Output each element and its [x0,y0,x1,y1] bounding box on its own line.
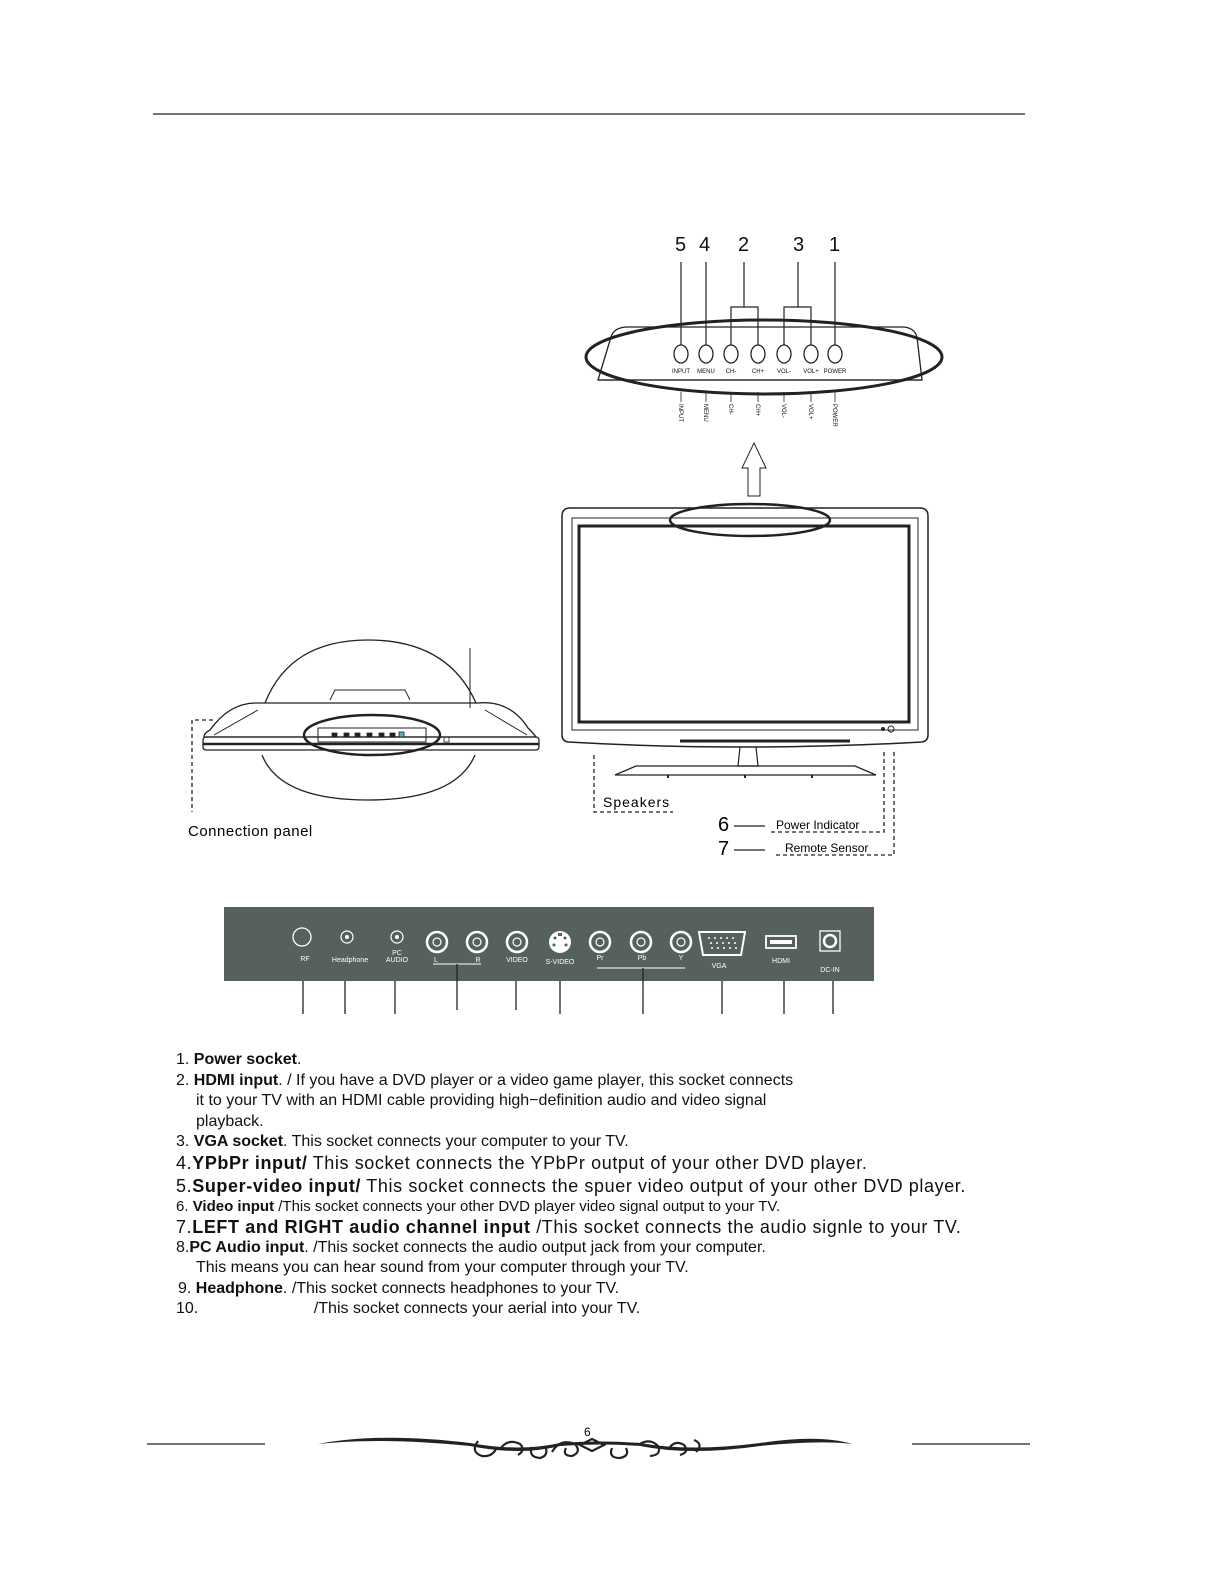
port-label-l: L [434,957,438,964]
desc-item-9: 9. Headphone. /This socket connects headphones to your TV. [178,1279,620,1297]
desc-item-8: 8.PC Audio input. /This socket connects the audio output jack from your computer. [176,1238,766,1256]
speakers-label: Speakers [603,794,671,810]
tv-side-view [192,640,539,812]
remote-sensor-label: Remote Sensor [785,841,869,855]
rotated-label-input: INPUT [677,404,683,422]
connector-panel [224,907,874,1014]
port-label-pc: PC [392,950,402,957]
port-label-s-video: S-VIDEO [545,959,575,966]
port-label-pb: Pb [637,955,647,962]
button-panel [586,234,942,427]
button-label-input: INPUT [672,369,690,375]
up-arrow-icon [742,443,766,496]
desc-item-2: 2. HDMI input. / If you have a DVD player or a video game player, this socket connects [176,1071,794,1089]
port-label-video: VIDEO [506,957,528,964]
port-label-rf: RF [300,956,310,963]
desc-item-7: 7.LEFT and RIGHT audio channel input /This socket connects the audio signle to your TV. [176,1217,962,1237]
callout-1: 1 [829,234,841,256]
rotated-label-ch-plus: CH+ [754,404,760,417]
tv-front-button-ellipse [670,504,830,536]
button-label-vol-plus: VOL+ [803,369,819,375]
port-label-y: Y [678,955,684,962]
ch-minus-button[interactable] [724,345,738,363]
power-button[interactable] [828,345,842,363]
page-number: 6 [584,1425,591,1439]
connector-descriptions [176,1050,1186,1320]
desc-item-5: 5.Super-video input/ This socket connects the spuer video output of your other DVD player. [176,1176,967,1196]
button-label-ch-plus: CH+ [751,369,765,375]
rotated-label-vol-plus: VOL+ [807,404,813,420]
desc-item-2-cont-a: it to your TV with an HDMI cable providing high−definition audio and video signal [196,1092,767,1109]
button-label-power: POWER [823,369,847,375]
callout-5: 5 [675,234,687,256]
desc-item-3: 3. VGA socket. This socket connects your computer to your TV. [176,1133,629,1150]
desc-item-2-cont-b: playback. [196,1112,264,1130]
power-indicator-number: 6 [718,814,730,836]
rotated-label-power: POWER [831,404,837,427]
button-label-ch-minus: CH- [725,369,737,375]
ch-plus-button[interactable] [751,345,765,363]
rotated-label-menu: MENU [702,404,708,422]
port-label-vga: VGA [711,963,727,970]
callout-3: 3 [793,234,805,256]
port-label-hdmi: HDMI [772,958,790,965]
rotated-label-vol-minus: VOL- [780,404,786,419]
callout-2: 2 [738,234,750,256]
port-label-r: R [475,957,481,964]
remote-sensor-number: 7 [718,838,730,860]
button-label-menu: MENU [697,369,715,375]
port-label-pr: Pr [596,955,604,962]
vol-plus-button[interactable] [804,345,818,363]
port-label-headphone: Headphone [331,957,369,964]
power-indicator-icon [882,728,885,731]
tv-screen [579,526,909,722]
callout-4: 4 [699,234,711,256]
button-label-vol-minus: VOL- [776,369,792,375]
footer-ornament [0,1400,1225,1480]
desc-item-1: 1. Power socket. [176,1051,302,1068]
desc-item-8-cont: This means you can hear sound from your computer through your TV. [196,1259,689,1276]
power-indicator-label: Power Indicator [776,818,860,832]
port-label-dc-in: DC-IN [820,967,840,974]
rotated-label-ch-minus: CH- [727,404,733,415]
desc-item-6: 6. Video input /This socket connects your other DVD player video signal output to your TV. [176,1197,781,1215]
remote-sensor-icon [888,726,894,732]
desc-item-4: 4.YPbPr input/ This socket connects the YPbPr output of your other DVD player. [176,1152,868,1173]
connection-panel-label: Connection panel [188,823,313,840]
port-label-audio: AUDIO [385,957,409,964]
input-button[interactable] [674,345,688,363]
vol-minus-button[interactable] [777,345,791,363]
desc-item-10: 10. /This socket connects your aerial into your TV. [176,1300,641,1317]
menu-button[interactable] [699,345,713,363]
